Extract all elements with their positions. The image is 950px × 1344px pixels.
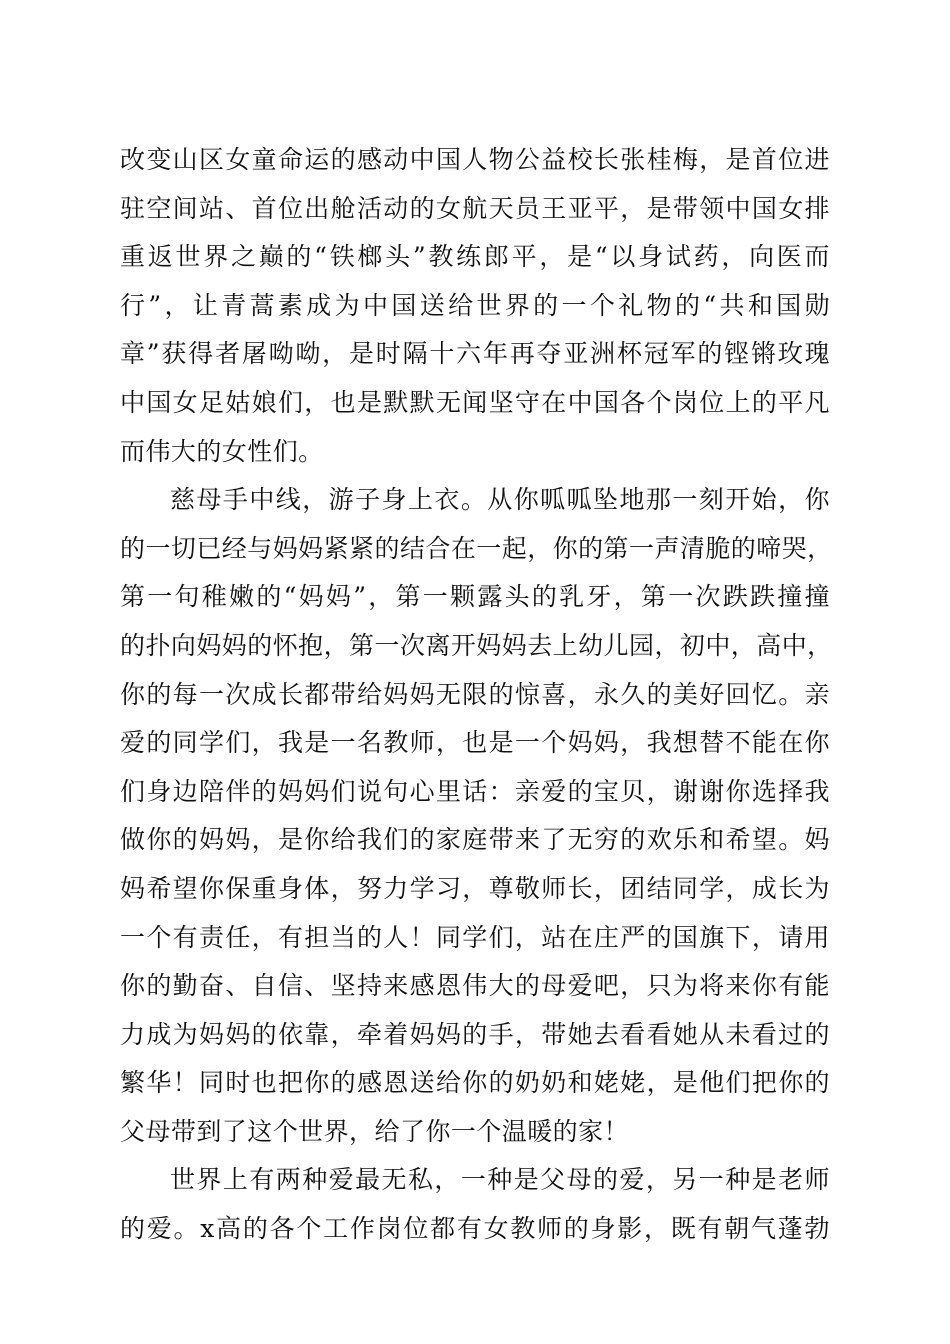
paragraph-mothers-love [120,476,833,1156]
text-line: 世界上有两种爱最无私，一种是父母的爱，另一种是老师 [170,1165,830,1195]
text-line: 一个有责任，有担当的人！同学们，站在庄严的国旗下，请用 [120,922,830,952]
text-line: 你的每一次成长都带给妈妈无限的惊喜，永久的美好回忆。亲 [120,679,830,709]
text-line: 而伟大的女性们。 [120,436,324,466]
text-line: 父母带到了这个世界，给了你一个温暖的家！ [120,1116,630,1146]
text-line: 爱的同学们，我是一名教师，也是一个妈妈，我想替不能在你 [120,728,830,758]
text-line: 的爱。x高的各个工作岗位都有女教师的身影，既有朝气蓬勃 [120,1214,830,1244]
text-line: 你的勤奋、自信、坚持来感恩伟大的母爱吧，只为将来你有能 [120,971,830,1001]
text-line: 中国女足姑娘们，也是默默无闻坚守在中国各个岗位上的平凡 [120,387,830,417]
text-line: 改变山区女童命运的感动中国人物公益校长张桂梅，是首位进 [120,145,830,174]
text-line: 繁华！同时也把你的感恩送给你的奶奶和姥姥，是他们把你的 [120,1068,830,1098]
text-line: 第一句稚嫩的“妈妈”，第一颗露头的乳牙，第一次跌跌撞撞 [120,582,830,612]
document-body [120,136,833,1254]
paragraph-teachers-love [120,1156,830,1253]
text-line: 的一切已经与妈妈紧紧的结合在一起，你的第一声清脆的啼哭， [120,533,833,563]
text-line: 行”，让青蒿素成为中国送给世界的一个礼物的“共和国勋 [120,290,830,320]
text-line: 妈希望你保重身体，努力学习，尊敬师长，团结同学，成长为 [120,873,830,903]
text-line: 章”获得者屠呦呦，是时隔十六年再夺亚洲杯冠军的铿锵玫瑰 [120,339,830,369]
text-line: 驻空间站、首位出舱活动的女航天员王亚平，是带领中国女排 [120,193,830,223]
text-line: 重返世界之巅的“铁榔头”教练郎平，是“以身试药，向医而 [120,242,830,272]
text-line: 力成为妈妈的依靠，牵着妈妈的手，带她去看看她从未看过的 [120,1019,830,1049]
text-line: 的扑向妈妈的怀抱，第一次离开妈妈去上幼儿园，初中，高中， [120,630,833,660]
text-line: 慈母手中线，游子身上衣。从你呱呱坠地那一刻开始，你 [170,485,830,515]
paragraph-women-role-models [120,136,830,476]
text-line: 们身边陪伴的妈妈们说句心里话：亲爱的宝贝，谢谢你选择我 [120,776,830,806]
text-line: 做你的妈妈，是你给我们的家庭带来了无穷的欢乐和希望。妈 [120,825,830,855]
